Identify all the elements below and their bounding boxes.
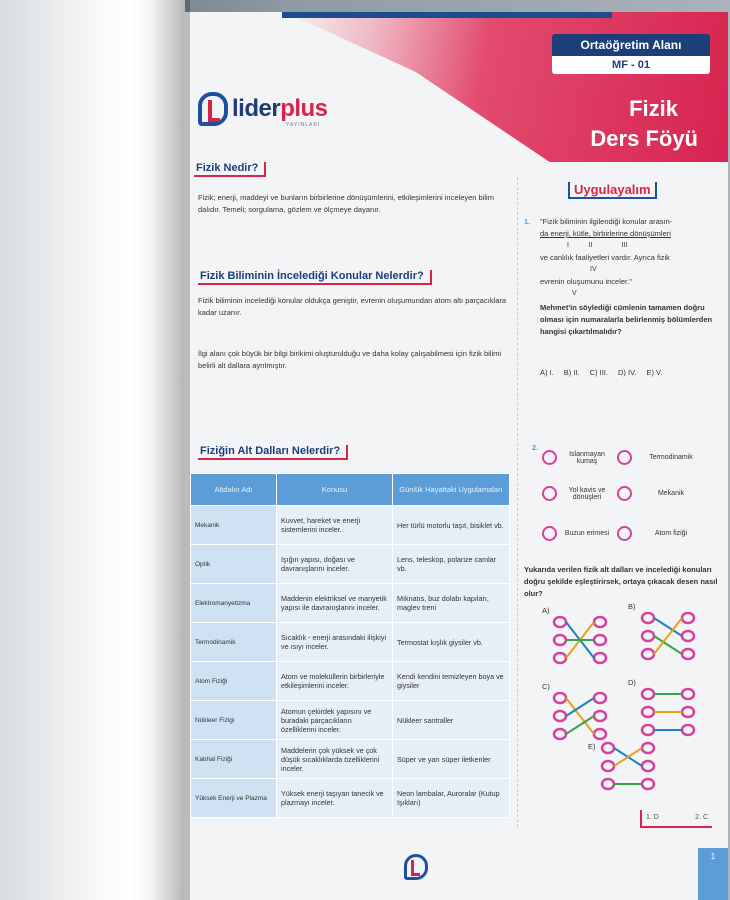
table-header-cell: Günlük Hayattaki Uygulamaları <box>393 474 510 506</box>
match-left-label: Buzun erimesi <box>564 530 610 537</box>
match-left-label: Islanmayan kumaş <box>569 450 605 465</box>
heading-fizik-nedir: Fizik Nedir? <box>194 162 266 177</box>
table-cell: Yüksek Enerji ve Plazma <box>191 779 277 818</box>
question-2-prompt: Yukarıda verilen fizik alt dalları ve incelediği konuları doğru şekilde eşleştirirsek, ortaya çıkacak desen nasıl olur? <box>524 565 718 598</box>
table-row <box>191 623 510 662</box>
table-row <box>191 740 510 779</box>
table-cell: Lens, teleskop, polarize camlar vb. <box>393 545 510 584</box>
table-cell: Süper ve yarı süper iletkenler <box>393 740 510 779</box>
logo-subtitle: YAYINLARI <box>286 122 321 128</box>
question-number: 2. <box>532 443 539 452</box>
table-row <box>191 584 510 623</box>
match-row <box>542 526 706 541</box>
match-right-label: Mekanik <box>657 490 685 497</box>
publisher-logo <box>198 92 328 126</box>
question-1-prompt: Mehmet'in söylediği cümlenin tamamen doğru olması için numaralarla belirlenmiş bölümlerden hangisi çıkartılmalıdır? <box>540 303 713 336</box>
match-left-circle[interactable] <box>542 450 557 465</box>
table-cell: Her türlü motorlu taşıt, bisiklet vb. <box>393 506 510 545</box>
answer-key <box>640 810 712 828</box>
logo-plus: plus <box>280 95 328 122</box>
match-row <box>542 450 706 465</box>
table-cell: Kuvvet, hareket ve enerji sistemlerini inceler. <box>277 506 393 545</box>
sub-branches-table <box>190 473 510 818</box>
question-1-number <box>524 216 530 228</box>
table-row <box>191 545 510 584</box>
option-d[interactable]: D) IV. <box>617 368 637 377</box>
logo-lider: lider <box>232 95 281 122</box>
page-number: 1 <box>698 848 728 900</box>
question-1-options <box>540 368 662 377</box>
option-b[interactable]: B) II. <box>563 368 580 377</box>
pattern-label-d[interactable]: D) <box>628 678 636 687</box>
option-c[interactable]: C) III. <box>589 368 608 377</box>
match-row <box>542 486 706 501</box>
table-row <box>191 779 510 818</box>
question-1-roman-1: I II III <box>567 242 628 249</box>
pattern-b-graphic <box>640 608 700 668</box>
table-header-row <box>191 474 510 506</box>
match-left-circle[interactable] <box>542 486 557 501</box>
question-1-line-3: ve canlılık faaliyetleri vardır. Ayrıca fizik <box>540 253 670 262</box>
table-row <box>191 662 510 701</box>
badge-level: Ortaöğretim Alanı <box>552 34 710 56</box>
table-cell: Atom ve moleküllerin birbirleriyle etkileşimlerini inceler. <box>277 662 393 701</box>
table-cell: Termodinamik <box>191 623 277 662</box>
match-right-circle[interactable] <box>617 486 632 501</box>
option-e[interactable]: E) V. <box>646 368 663 377</box>
pattern-d-graphic <box>640 684 700 744</box>
question-1-line-2: da enerji, kütle, birbirlerine dönüşümleri <box>540 229 671 238</box>
pattern-e-graphic <box>600 738 660 798</box>
table-cell: Sıcaklık - enerji arasındaki ilişkiyi ve ısıyı inceler. <box>277 623 393 662</box>
pattern-label-e[interactable]: E) <box>588 742 596 751</box>
pattern-label-b[interactable]: B) <box>628 602 636 611</box>
match-right-circle[interactable] <box>617 450 632 465</box>
option-a[interactable]: A) I. <box>540 368 554 377</box>
table-cell: Termostat kışlık giysiler vb. <box>393 623 510 662</box>
table-cell: Atomun çekirdek yapısını ve buradaki parçacıkların özelliklerini inceler. <box>277 701 393 740</box>
table-row <box>191 506 510 545</box>
table-cell: Işığın yapısı, doğası ve davranışlarını inceler. <box>277 545 393 584</box>
table-cell: Optik <box>191 545 277 584</box>
lp-logo-icon <box>198 92 228 126</box>
page-curl-shadow <box>150 0 190 900</box>
table-cell: Katıhal Fiziği <box>191 740 277 779</box>
question-1-line-4: evrenin oluşumunu inceler." <box>540 277 632 286</box>
page <box>172 12 728 900</box>
question-1-line-1: "Fizik biliminin ilgilendiği konular arasın- <box>540 217 673 226</box>
table-cell: Neon lambalar, Auroralar (Kutup Işıkları) <box>393 779 510 818</box>
table-cell: Yüksek enerji taşıyan tanecik ve plazmayı inceler. <box>277 779 393 818</box>
table-cell: Mekanik <box>191 506 277 545</box>
table-cell: Nükleer santraller <box>393 701 510 740</box>
heading-konular: Fizik Biliminin İncelediği Konular Nelerdir? <box>198 270 432 285</box>
pattern-a-graphic <box>552 612 612 672</box>
table-header-cell: Konusu <box>277 474 393 506</box>
question-2-number <box>532 442 538 454</box>
paragraph-fizik-nedir: Fizik; enerji, maddeyi ve bunların birbirlerine dönüşümlerini, etkileşimlerini inceleyen bilim dalıdır. Temeli; sorgulama, gözlem ve ölçmeye dayanır. <box>198 193 494 214</box>
question-number: 1. <box>524 217 531 226</box>
match-right-label: Atom fiziği <box>654 530 688 537</box>
heading-uygulayalim: Uygulayalım <box>568 182 657 199</box>
column-divider <box>517 177 518 827</box>
match-right-circle[interactable] <box>617 526 632 541</box>
match-left-circle[interactable] <box>542 526 557 541</box>
page-title: Fizik <box>629 96 678 121</box>
table-cell: Mıknatıs, buz dolabı kapıları, maglev treni <box>393 584 510 623</box>
table-cell: Maddelerin çok yüksek ve çok düşük sıcaklıklarda özelliklerini inceler. <box>277 740 393 779</box>
badge-code: MF - 01 <box>552 56 710 74</box>
question-1-roman-2: IV <box>590 266 597 273</box>
paragraph-alt-dallar-intro: İlgi alanı çok büyük bir bilgi birikimi oluşturulduğu ve daha kolay çalışabilmesi için fizik bilimi belirli alt dallara ayrılmıştır. <box>198 349 502 370</box>
table-cell: Maddenin elektriksel ve manyetik yapısı ile davranışlarını inceler. <box>277 584 393 623</box>
pattern-label-c[interactable]: C) <box>542 682 550 691</box>
table-cell: Kendi kendini temizleyen boya ve giysiler <box>393 662 510 701</box>
table-cell: Elektromanyetizma <box>191 584 277 623</box>
paragraph-konular: Fizik biliminin incelediği konular oldukça geniştir, evrenin oluşumundan atom altı parçacıklara kadar uzanır. <box>198 296 507 317</box>
question-1-roman-3: V <box>572 290 577 297</box>
table-header-cell: Altdalın Adı <box>191 474 277 506</box>
logo-text <box>232 95 328 123</box>
heading-alt-dallar: Fiziğin Alt Dalları Nelerdir? <box>198 445 348 460</box>
answer-1: 1. D <box>646 814 659 821</box>
table-cell: Nükleer Fizigi <box>191 701 277 740</box>
pattern-label-a[interactable]: A) <box>542 606 550 615</box>
table-cell: Atom Fiziği <box>191 662 277 701</box>
match-right-label: Termodinamik <box>649 454 693 461</box>
table-row <box>191 701 510 740</box>
match-left-label: Yol kavis ve dönüşleri <box>568 486 606 501</box>
answer-2: 2. C <box>695 814 708 821</box>
footer-logo-icon <box>404 854 428 880</box>
level-badge <box>552 34 710 76</box>
page-subtitle: Ders Föyü <box>590 126 698 151</box>
